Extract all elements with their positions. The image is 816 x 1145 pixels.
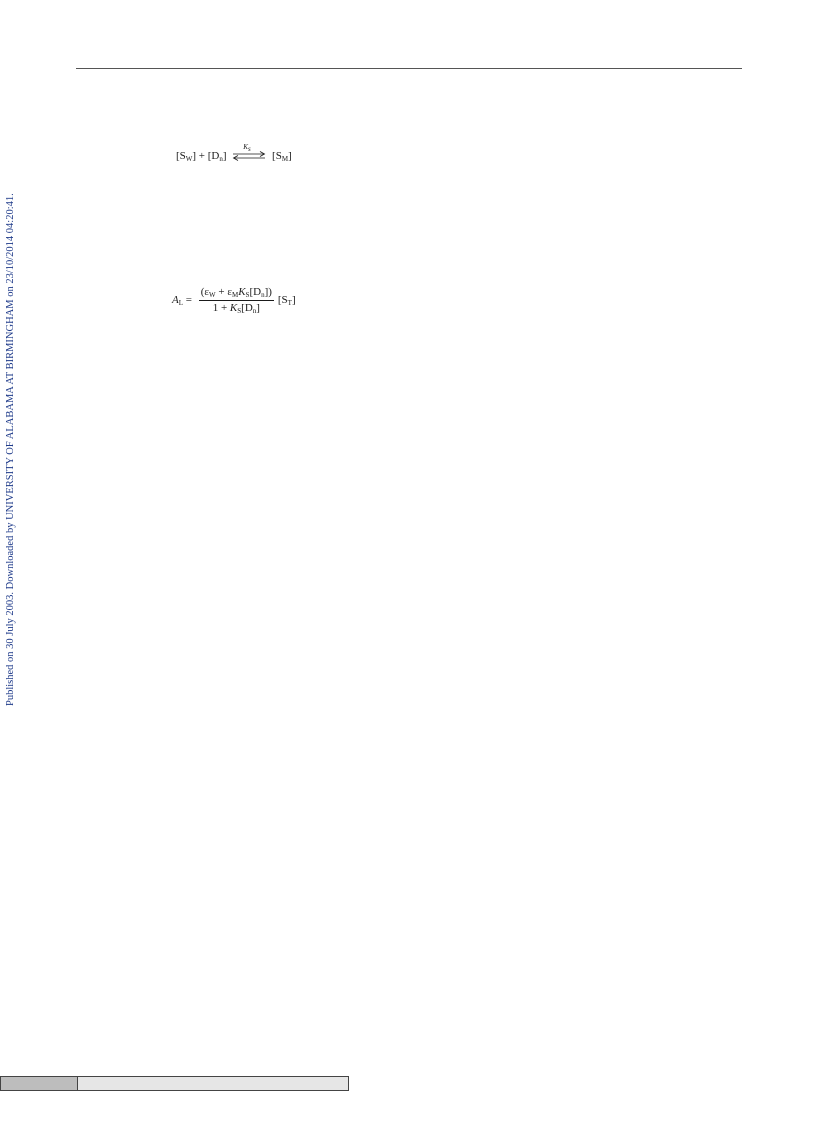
eq2-equals: = <box>183 294 195 307</box>
eq2-text: [D <box>249 286 262 298</box>
equilibrium-equation <box>176 143 292 163</box>
eq2-text: ] <box>291 294 296 307</box>
eq1-text: ] + [D <box>192 150 220 162</box>
footer-bar-left <box>1 1077 78 1090</box>
eq2-denominator <box>199 301 274 315</box>
eq2-sub: S <box>237 307 242 315</box>
eq2-text: ]) <box>264 286 272 298</box>
eq2-numerator <box>199 286 274 301</box>
eq2-text: ] <box>256 302 260 314</box>
eq2-sub: T <box>287 299 292 308</box>
footer-bar <box>0 1076 349 1091</box>
arrow-label: K <box>243 143 248 152</box>
eq2-k: K <box>238 286 246 298</box>
eq2-sub: W <box>209 291 216 299</box>
eq2-text: 1 + <box>212 302 230 314</box>
eq2-sub: n <box>252 307 257 315</box>
arrow-label-sub: s <box>247 145 251 154</box>
eq1-sub: W <box>185 155 193 163</box>
eq1-sub: n <box>219 155 223 163</box>
eq2-sub: S <box>245 291 250 299</box>
eq1-sub: M <box>281 155 289 163</box>
header-rule <box>76 68 742 69</box>
eq2-fraction <box>199 286 274 315</box>
eq1-text: ] <box>288 150 292 162</box>
download-watermark: Published on 30 July 2003. Downloaded by UNIVERSITY OF ALABAMA AT BIRMINGHAM on 23/10/2014 04:20:41. <box>5 193 16 706</box>
eq1-text: ] <box>222 150 227 162</box>
absorbance-equation <box>172 286 296 315</box>
eq2-k: K <box>229 302 238 314</box>
eq2-text: [S <box>277 294 288 307</box>
eq2-sub: L <box>178 299 184 308</box>
eq2-text: + ε <box>215 286 232 298</box>
eq2-text: [D <box>241 302 253 314</box>
eq1-text: [S <box>272 150 282 162</box>
eq2-sub: M <box>231 291 239 299</box>
eq2-text: (ε <box>200 286 210 298</box>
equilibrium-arrow-icon <box>232 143 266 161</box>
eq2-sub: n <box>261 291 265 299</box>
eq1-text: [S <box>176 150 186 162</box>
eq2-lhs: A <box>172 294 179 307</box>
